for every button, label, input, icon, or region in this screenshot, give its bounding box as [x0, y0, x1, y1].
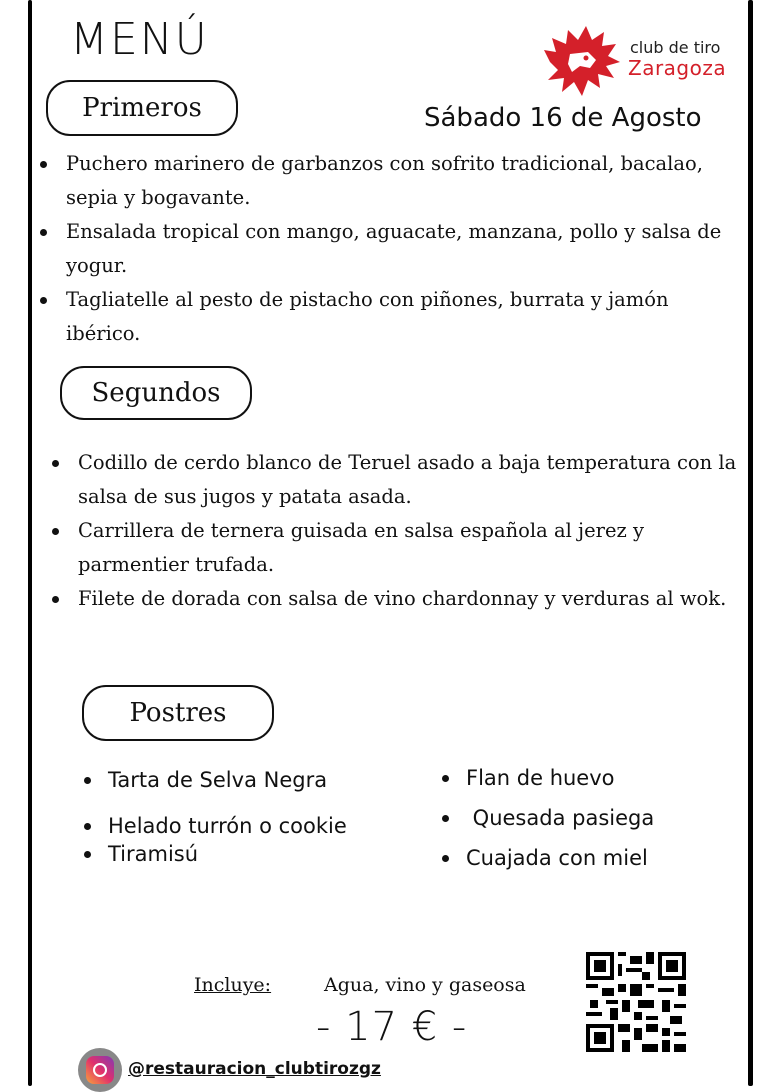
dessert-item: Helado turrón o cookie	[80, 806, 420, 846]
club-logo	[540, 22, 740, 102]
logo-text-club: club de tiro	[630, 38, 721, 57]
postres-list-left	[80, 760, 420, 880]
section-heading-segundos: Segundos	[60, 366, 252, 420]
segundos-list	[48, 446, 738, 616]
menu-date: Sábado 16 de Agosto	[424, 103, 702, 133]
frame-right-border	[748, 0, 753, 1086]
dessert-item: Quesada pasiega	[438, 798, 728, 838]
menu-title: MENÚ	[70, 14, 209, 65]
section-heading-primeros: Primeros	[46, 80, 238, 136]
dessert-item: Cuajada con miel	[438, 838, 728, 878]
lion-head-icon	[540, 22, 626, 102]
dish-item: Codillo de cerdo blanco de Teruel asado a baja temperatura con la salsa de sus jugos y patata asada.	[48, 446, 738, 514]
instagram-handle-link[interactable]: @restauracion_clubtirozgz	[128, 1059, 381, 1079]
dessert-item: Flan de huevo	[438, 758, 728, 798]
dish-item: Puchero marinero de garbanzos con sofrito tradicional, bacalao, sepia y bogavante.	[36, 147, 736, 215]
dish-item: Tagliatelle al pesto de pistacho con piñones, burrata y jamón ibérico.	[36, 283, 736, 351]
logo-text-city: Zaragoza	[628, 56, 727, 80]
dish-item: Carrillera de ternera guisada en salsa española al jerez y parmentier trufada.	[48, 514, 738, 582]
section-heading-postres: Postres	[82, 685, 274, 741]
includes-value: Agua, vino y gaseosa	[324, 974, 526, 996]
menu-price: - 17 € -	[316, 1004, 468, 1050]
frame-left-border	[28, 0, 32, 1086]
includes-label: Incluye:	[194, 974, 272, 996]
dessert-item: Tarta de Selva Negra	[80, 760, 420, 800]
qr-code-icon[interactable]	[586, 952, 686, 1052]
dish-item: Ensalada tropical con mango, aguacate, manzana, pollo y salsa de yogur.	[36, 215, 736, 283]
instagram-icon[interactable]	[78, 1048, 122, 1092]
postres-list-right-items	[438, 758, 728, 878]
primeros-list	[36, 147, 736, 351]
dessert-item: Tiramisú	[80, 834, 420, 874]
dish-item: Filete de dorada con salsa de vino chardonnay y verduras al wok.	[48, 582, 738, 616]
